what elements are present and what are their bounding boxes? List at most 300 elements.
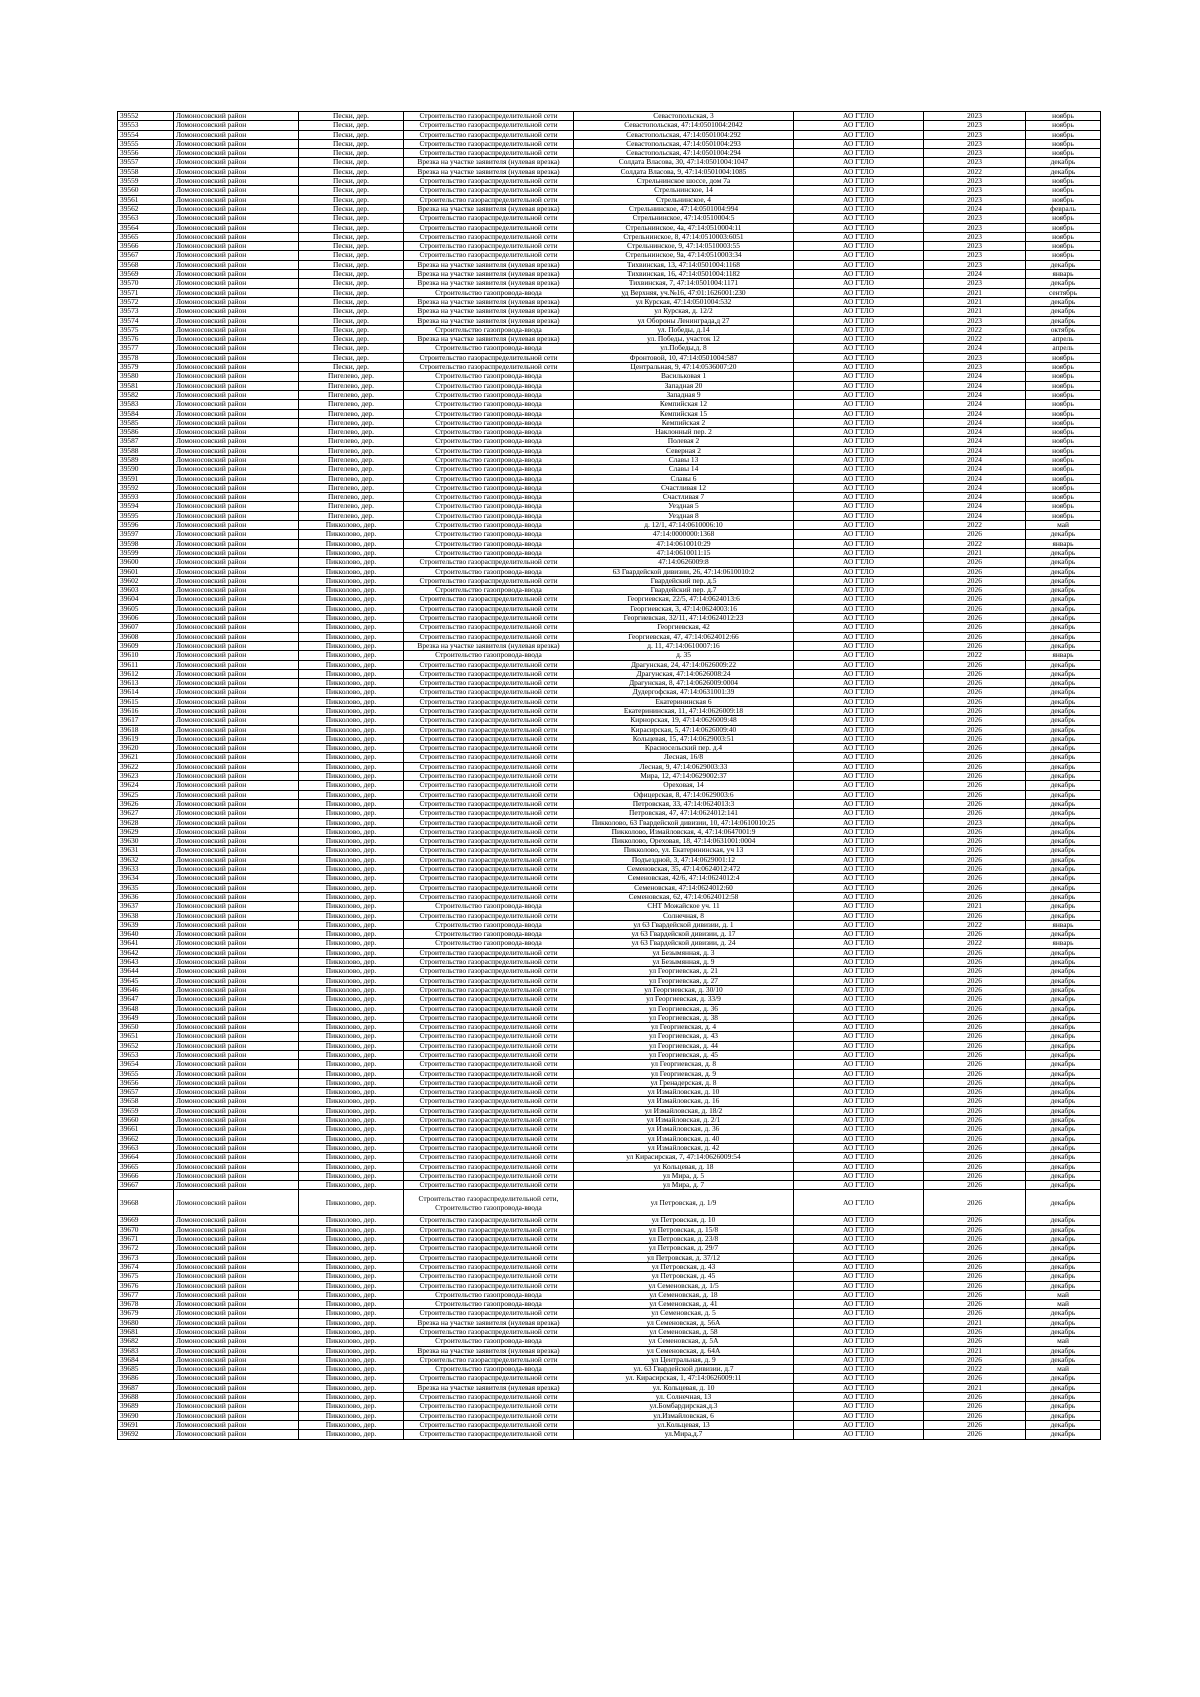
row-number: 39639 (118, 920, 174, 929)
settlement-cell: Пикколово, дер. (299, 707, 404, 716)
table-row (118, 614, 1101, 623)
month-cell: декабрь (1026, 874, 1101, 883)
year-cell: 2026 (924, 976, 1026, 985)
table-row (118, 576, 1101, 585)
address-cell: ул Центральная, д. 9 (574, 1355, 794, 1364)
year-cell: 2026 (924, 1050, 1026, 1059)
settlement-cell: Пигелево, дер. (299, 428, 404, 437)
address-cell: Кирнорская, 19, 47:14:0626009:48 (574, 716, 794, 725)
address-cell: Драгунская, 24, 47:14:0626009:22 (574, 660, 794, 669)
year-cell: 2026 (924, 1216, 1026, 1225)
table-row (118, 892, 1101, 901)
district-cell: Ломоносовский район (174, 232, 299, 241)
row-number: 39597 (118, 530, 174, 539)
row-number: 39603 (118, 586, 174, 595)
year-cell: 2023 (924, 158, 1026, 167)
district-cell: Ломоносовский район (174, 1078, 299, 1087)
settlement-cell: Пикколово, дер. (299, 697, 404, 706)
address-cell: Петровская, 47, 47:14:0624012:141 (574, 809, 794, 818)
row-number: 39687 (118, 1383, 174, 1392)
row-number: 39684 (118, 1355, 174, 1364)
organization-cell: АО ГТЛО (794, 1116, 924, 1125)
table-row (118, 641, 1101, 650)
address-cell: Гвардейский пер. д.5 (574, 576, 794, 585)
month-cell: ноябрь (1026, 353, 1101, 362)
work-type-cell: Строительство газораспределительной сети (404, 353, 574, 362)
year-cell: 2023 (924, 223, 1026, 232)
table-row (118, 781, 1101, 790)
district-cell: Ломоносовский район (174, 1023, 299, 1032)
table-row (118, 790, 1101, 799)
organization-cell: АО ГТЛО (794, 1069, 924, 1078)
row-number: 39579 (118, 363, 174, 372)
work-type-cell: Строительство газораспределительной сети (404, 799, 574, 808)
row-number: 39562 (118, 204, 174, 213)
organization-cell: АО ГТЛО (794, 1309, 924, 1318)
district-cell: Ломоносовский район (174, 204, 299, 213)
district-cell: Ломоносовский район (174, 409, 299, 418)
settlement-cell: Пески, дер. (299, 353, 404, 362)
district-cell: Ломоносовский район (174, 1328, 299, 1337)
settlement-cell: Пикколово, дер. (299, 1013, 404, 1022)
row-number: 39665 (118, 1162, 174, 1171)
district-cell: Ломоносовский район (174, 353, 299, 362)
row-number: 39585 (118, 418, 174, 427)
year-cell: 2023 (924, 279, 1026, 288)
settlement-cell: Пикколово, дер. (299, 1153, 404, 1162)
table-row (118, 270, 1101, 279)
work-type-cell: Строительство газораспределительной сети (404, 177, 574, 186)
table-row (118, 1171, 1101, 1180)
organization-cell: АО ГТЛО (794, 641, 924, 650)
row-number: 39622 (118, 762, 174, 771)
month-cell: декабрь (1026, 595, 1101, 604)
work-type-cell: Строительство газораспределительной сети (404, 112, 574, 121)
table-row (118, 353, 1101, 362)
table-row (118, 772, 1101, 781)
work-type-cell: Строительство газораспределительной сети (404, 1393, 574, 1402)
settlement-cell: Пикколово, дер. (299, 883, 404, 892)
month-cell: декабрь (1026, 1116, 1101, 1125)
work-type-cell: Строительство газораспределительной сети (404, 883, 574, 892)
row-number: 39683 (118, 1346, 174, 1355)
year-cell: 2023 (924, 149, 1026, 158)
table-row (118, 1060, 1101, 1069)
address-cell: Пикколово, 63 Гвардейской дивизии, 10, 47:14:0610010:25 (574, 818, 794, 827)
organization-cell: АО ГТЛО (794, 1004, 924, 1013)
table-row (118, 967, 1101, 976)
organization-cell: АО ГТЛО (794, 1346, 924, 1355)
settlement-cell: Пикколово, дер. (299, 874, 404, 883)
settlement-cell: Пикколово, дер. (299, 1078, 404, 1087)
settlement-cell: Пигелево, дер. (299, 418, 404, 427)
month-cell: декабрь (1026, 1013, 1101, 1022)
district-cell: Ломоносовский район (174, 363, 299, 372)
address-cell: Стрельнинское, 8, 47:14:0510003:6051 (574, 232, 794, 241)
row-number: 39678 (118, 1300, 174, 1309)
month-cell: декабрь (1026, 1125, 1101, 1134)
table-row (118, 976, 1101, 985)
month-cell: декабрь (1026, 548, 1101, 557)
month-cell: ноябрь (1026, 437, 1101, 446)
month-cell: декабрь (1026, 967, 1101, 976)
address-cell: ул.Измайловская, 6 (574, 1411, 794, 1420)
address-cell: Наклонный пер. 2 (574, 428, 794, 437)
year-cell: 2021 (924, 1318, 1026, 1327)
year-cell: 2026 (924, 892, 1026, 901)
settlement-cell: Пикколово, дер. (299, 660, 404, 669)
table-row (118, 1365, 1101, 1374)
table-row (118, 400, 1101, 409)
work-type-cell: Строительство газораспределительной сети (404, 958, 574, 967)
year-cell: 2026 (924, 1253, 1026, 1262)
work-type-cell: Строительство газораспределительной сети (404, 1402, 574, 1411)
settlement-cell: Пикколово, дер. (299, 762, 404, 771)
organization-cell: АО ГТЛО (794, 1262, 924, 1271)
district-cell: Ломоносовский район (174, 511, 299, 520)
month-cell: декабрь (1026, 1088, 1101, 1097)
work-type-cell: Строительство газопровода-ввода (404, 344, 574, 353)
month-cell: декабрь (1026, 1106, 1101, 1115)
row-number: 39587 (118, 437, 174, 446)
settlement-cell: Пикколово, дер. (299, 539, 404, 548)
work-type-cell: Строительство газораспределительной сети (404, 818, 574, 827)
year-cell: 2024 (924, 474, 1026, 483)
organization-cell: АО ГТЛО (794, 734, 924, 743)
month-cell: май (1026, 1300, 1101, 1309)
month-cell: ноябрь (1026, 112, 1101, 121)
address-cell: Красносельский пер. д.4 (574, 744, 794, 753)
row-number: 39669 (118, 1216, 174, 1225)
year-cell: 2023 (924, 139, 1026, 148)
settlement-cell: Пикколово, дер. (299, 1116, 404, 1125)
address-cell: Стрельнинское шоссе, дом 7а (574, 177, 794, 186)
year-cell: 2026 (924, 567, 1026, 576)
settlement-cell: Пески, дер. (299, 242, 404, 251)
table-row (118, 335, 1101, 344)
district-cell: Ломоносовский район (174, 874, 299, 883)
address-cell: ул Семеновская, д. 58 (574, 1328, 794, 1337)
organization-cell: АО ГТЛО (794, 976, 924, 985)
settlement-cell: Пески, дер. (299, 167, 404, 176)
month-cell: ноябрь (1026, 400, 1101, 409)
year-cell: 2023 (924, 232, 1026, 241)
table-row (118, 837, 1101, 846)
district-cell: Ломоносовский район (174, 465, 299, 474)
organization-cell: АО ГТЛО (794, 660, 924, 669)
organization-cell: АО ГТЛО (794, 530, 924, 539)
settlement-cell: Пикколово, дер. (299, 753, 404, 762)
address-cell: Стрельнинское, 4а, 47:14:0510004:11 (574, 223, 794, 232)
organization-cell: АО ГТЛО (794, 1106, 924, 1115)
row-number: 39620 (118, 744, 174, 753)
month-cell: декабрь (1026, 818, 1101, 827)
year-cell: 2026 (924, 846, 1026, 855)
settlement-cell: Пикколово, дер. (299, 530, 404, 539)
row-number: 39564 (118, 223, 174, 232)
district-cell: Ломоносовский район (174, 1106, 299, 1115)
table-row (118, 251, 1101, 260)
row-number: 39686 (118, 1374, 174, 1383)
row-number: 39553 (118, 121, 174, 130)
address-cell: ул.Мира,д.7 (574, 1430, 794, 1439)
month-cell: январь (1026, 920, 1101, 929)
address-cell: Драгунская, 8, 47:14:0626009:0004 (574, 679, 794, 688)
district-cell: Ломоносовский район (174, 474, 299, 483)
address-cell: Кемпийская 15 (574, 409, 794, 418)
work-type-cell: Врезка на участке заявителя (нулевая врезка) (404, 307, 574, 316)
address-cell: Дудергофская, 47:14:0631001:39 (574, 688, 794, 697)
address-cell: Счастливая 12 (574, 483, 794, 492)
district-cell: Ломоносовский район (174, 297, 299, 306)
address-cell: ул Петровская, д. 15/8 (574, 1225, 794, 1234)
settlement-cell: Пикколово, дер. (299, 799, 404, 808)
table-row (118, 1290, 1101, 1299)
district-cell: Ломоносовский район (174, 214, 299, 223)
organization-cell: АО ГТЛО (794, 353, 924, 362)
row-number: 39576 (118, 335, 174, 344)
table-row (118, 437, 1101, 446)
organization-cell: АО ГТЛО (794, 139, 924, 148)
organization-cell: АО ГТЛО (794, 874, 924, 883)
address-cell: ул 63 Гвардейской дивизии, д. 1 (574, 920, 794, 929)
year-cell: 2026 (924, 1143, 1026, 1152)
work-type-cell: Строительство газопровода-ввода (404, 474, 574, 483)
address-cell: Уездная 8 (574, 511, 794, 520)
work-type-cell: Врезка на участке заявителя (нулевая врезка) (404, 297, 574, 306)
organization-cell: АО ГТЛО (794, 1281, 924, 1290)
organization-cell: АО ГТЛО (794, 930, 924, 939)
work-type-cell: Строительство газораспределительной сети (404, 1116, 574, 1125)
organization-cell: АО ГТЛО (794, 186, 924, 195)
month-cell: декабрь (1026, 1078, 1101, 1087)
year-cell: 2021 (924, 548, 1026, 557)
work-type-cell: Строительство газопровода-ввода (404, 1290, 574, 1299)
organization-cell: АО ГТЛО (794, 1411, 924, 1420)
work-type-cell: Строительство газораспределительной сети (404, 242, 574, 251)
year-cell: 2026 (924, 604, 1026, 613)
address-cell: Уездная 5 (574, 502, 794, 511)
year-cell: 2026 (924, 1078, 1026, 1087)
table-row (118, 1216, 1101, 1225)
row-number: 39583 (118, 400, 174, 409)
table-row (118, 595, 1101, 604)
table-row (118, 799, 1101, 808)
work-type-cell: Строительство газораспределительной сети (404, 1225, 574, 1234)
month-cell: декабрь (1026, 1041, 1101, 1050)
district-cell: Ломоносовский район (174, 614, 299, 623)
address-cell: Севастопольская, 47:14:0501004:292 (574, 130, 794, 139)
district-cell: Ломоносовский район (174, 576, 299, 585)
year-cell: 2026 (924, 707, 1026, 716)
settlement-cell: Пикколово, дер. (299, 1393, 404, 1402)
district-cell: Ломоносовский район (174, 381, 299, 390)
row-number: 39662 (118, 1134, 174, 1143)
year-cell: 2026 (924, 586, 1026, 595)
work-type-cell: Строительство газопровода-ввода (404, 437, 574, 446)
address-cell: Гвардейский пер. д.7 (574, 586, 794, 595)
settlement-cell: Пигелево, дер. (299, 446, 404, 455)
work-type-cell: Строительство газораспределительной сети (404, 1216, 574, 1225)
settlement-cell: Пикколово, дер. (299, 679, 404, 688)
district-cell: Ломоносовский район (174, 530, 299, 539)
organization-cell: АО ГТЛО (794, 372, 924, 381)
year-cell: 2024 (924, 511, 1026, 520)
month-cell: декабрь (1026, 1235, 1101, 1244)
year-cell: 2026 (924, 865, 1026, 874)
table-row (118, 558, 1101, 567)
address-cell: ул Семеновская, д. 41 (574, 1300, 794, 1309)
year-cell: 2026 (924, 1225, 1026, 1234)
month-cell: декабрь (1026, 734, 1101, 743)
work-type-cell: Строительство газораспределительной сети (404, 1355, 574, 1364)
table-row (118, 139, 1101, 148)
address-cell: ул Георгиевская, д. 27 (574, 976, 794, 985)
organization-cell: АО ГТЛО (794, 483, 924, 492)
address-cell: 47:14:0000000:1368 (574, 530, 794, 539)
district-cell: Ломоносовский район (174, 1318, 299, 1327)
district-cell: Ломоносовский район (174, 1262, 299, 1271)
address-cell: Стрельнинское, 4 (574, 195, 794, 204)
organization-cell: АО ГТЛО (794, 809, 924, 818)
year-cell: 2023 (924, 130, 1026, 139)
settlement-cell: Пески, дер. (299, 121, 404, 130)
district-cell: Ломоносовский район (174, 1225, 299, 1234)
district-cell: Ломоносовский район (174, 260, 299, 269)
organization-cell: АО ГТЛО (794, 846, 924, 855)
work-type-cell: Врезка на участке заявителя (нулевая врезка) (404, 316, 574, 325)
address-cell: Севастопольская, 47:14:0501004:294 (574, 149, 794, 158)
address-cell: Подъездной, 3, 47:14:0629001:12 (574, 855, 794, 864)
work-type-cell: Строительство газораспределительной сети (404, 1013, 574, 1022)
row-number: 39584 (118, 409, 174, 418)
work-type-cell: Строительство газопровода-ввода (404, 548, 574, 557)
year-cell: 2026 (924, 1134, 1026, 1143)
district-cell: Ломоносовский район (174, 307, 299, 316)
organization-cell: АО ГТЛО (794, 1290, 924, 1299)
row-number: 39604 (118, 595, 174, 604)
month-cell: декабрь (1026, 1318, 1101, 1327)
row-number: 39598 (118, 539, 174, 548)
settlement-cell: Пигелево, дер. (299, 409, 404, 418)
row-number: 39656 (118, 1078, 174, 1087)
row-number: 39625 (118, 790, 174, 799)
month-cell: декабрь (1026, 1430, 1101, 1439)
settlement-cell: Пикколово, дер. (299, 1281, 404, 1290)
district-cell: Ломоносовский район (174, 418, 299, 427)
settlement-cell: Пикколово, дер. (299, 1134, 404, 1143)
settlement-cell: Пески, дер. (299, 149, 404, 158)
year-cell: 2024 (924, 493, 1026, 502)
work-type-cell: Строительство газопровода-ввода (404, 381, 574, 390)
table-row (118, 734, 1101, 743)
address-cell: Петровская, 33, 47:14:0624013:3 (574, 799, 794, 808)
table-row (118, 390, 1101, 399)
district-cell: Ломоносовский район (174, 976, 299, 985)
work-type-cell: Строительство газораспределительной сети (404, 186, 574, 195)
table-row (118, 688, 1101, 697)
work-type-cell: Строительство газораспределительной сети (404, 865, 574, 874)
settlement-cell: Пикколово, дер. (299, 1318, 404, 1327)
district-cell: Ломоносовский район (174, 1383, 299, 1392)
district-cell: Ломоносовский район (174, 772, 299, 781)
work-type-cell: Строительство газопровода-ввода (404, 530, 574, 539)
settlement-cell: Пикколово, дер. (299, 1023, 404, 1032)
work-type-cell: Строительство газораспределительной сети (404, 1125, 574, 1134)
address-cell: ул Георгиевская, д. 36 (574, 1004, 794, 1013)
organization-cell: АО ГТЛО (794, 1253, 924, 1262)
settlement-cell: Пески, дер. (299, 270, 404, 279)
year-cell: 2026 (924, 688, 1026, 697)
row-number: 39624 (118, 781, 174, 790)
work-type-cell: Строительство газораспределительной сети (404, 149, 574, 158)
settlement-cell: Пикколово, дер. (299, 1060, 404, 1069)
year-cell: 2021 (924, 1383, 1026, 1392)
organization-cell: АО ГТЛО (794, 679, 924, 688)
address-cell: Семеновская, 35, 47:14:0624012:472 (574, 865, 794, 874)
year-cell: 2026 (924, 1106, 1026, 1115)
year-cell: 2024 (924, 270, 1026, 279)
month-cell: декабрь (1026, 799, 1101, 808)
organization-cell: АО ГТЛО (794, 1088, 924, 1097)
organization-cell: АО ГТЛО (794, 799, 924, 808)
month-cell: декабрь (1026, 1060, 1101, 1069)
address-cell: ул Георгиевская, д. 44 (574, 1041, 794, 1050)
organization-cell: АО ГТЛО (794, 688, 924, 697)
address-cell: ул Георгиевская, д. 4 (574, 1023, 794, 1032)
district-cell: Ломоносовский район (174, 158, 299, 167)
district-cell: Ломоносовский район (174, 521, 299, 530)
organization-cell: АО ГТЛО (794, 753, 924, 762)
work-type-cell: Строительство газораспределительной сети (404, 1162, 574, 1171)
work-type-cell: Строительство газораспределительной сети (404, 223, 574, 232)
year-cell: 2026 (924, 1004, 1026, 1013)
month-cell: декабрь (1026, 1272, 1101, 1281)
organization-cell: АО ГТЛО (794, 837, 924, 846)
table-row (118, 1253, 1101, 1262)
row-number: 39682 (118, 1337, 174, 1346)
year-cell: 2026 (924, 1097, 1026, 1106)
month-cell: декабрь (1026, 679, 1101, 688)
row-number: 39633 (118, 865, 174, 874)
district-cell: Ломоносовский район (174, 1244, 299, 1253)
address-cell: Кирасирская, 5, 47:14:0626009:40 (574, 725, 794, 734)
district-cell: Ломоносовский район (174, 762, 299, 771)
table-row (118, 1134, 1101, 1143)
address-cell: Стрельнинское, 14 (574, 186, 794, 195)
settlement-cell: Пикколово, дер. (299, 1143, 404, 1152)
organization-cell: АО ГТЛО (794, 1032, 924, 1041)
month-cell: декабрь (1026, 1069, 1101, 1078)
work-type-cell: Строительство газораспределительной сети (404, 911, 574, 920)
year-cell: 2026 (924, 1300, 1026, 1309)
year-cell: 2022 (924, 167, 1026, 176)
settlement-cell: Пикколово, дер. (299, 604, 404, 613)
row-number: 39637 (118, 902, 174, 911)
organization-cell: АО ГТЛО (794, 604, 924, 613)
organization-cell: АО ГТЛО (794, 772, 924, 781)
table-row (118, 530, 1101, 539)
district-cell: Ломоносовский район (174, 865, 299, 874)
organization-cell: АО ГТЛО (794, 707, 924, 716)
district-cell: Ломоносовский район (174, 1393, 299, 1402)
organization-cell: АО ГТЛО (794, 204, 924, 213)
address-cell: Васильковая 1 (574, 372, 794, 381)
settlement-cell: Пески, дер. (299, 130, 404, 139)
row-number: 39596 (118, 521, 174, 530)
settlement-cell: Пикколово, дер. (299, 1162, 404, 1171)
district-cell: Ломоносовский район (174, 502, 299, 511)
